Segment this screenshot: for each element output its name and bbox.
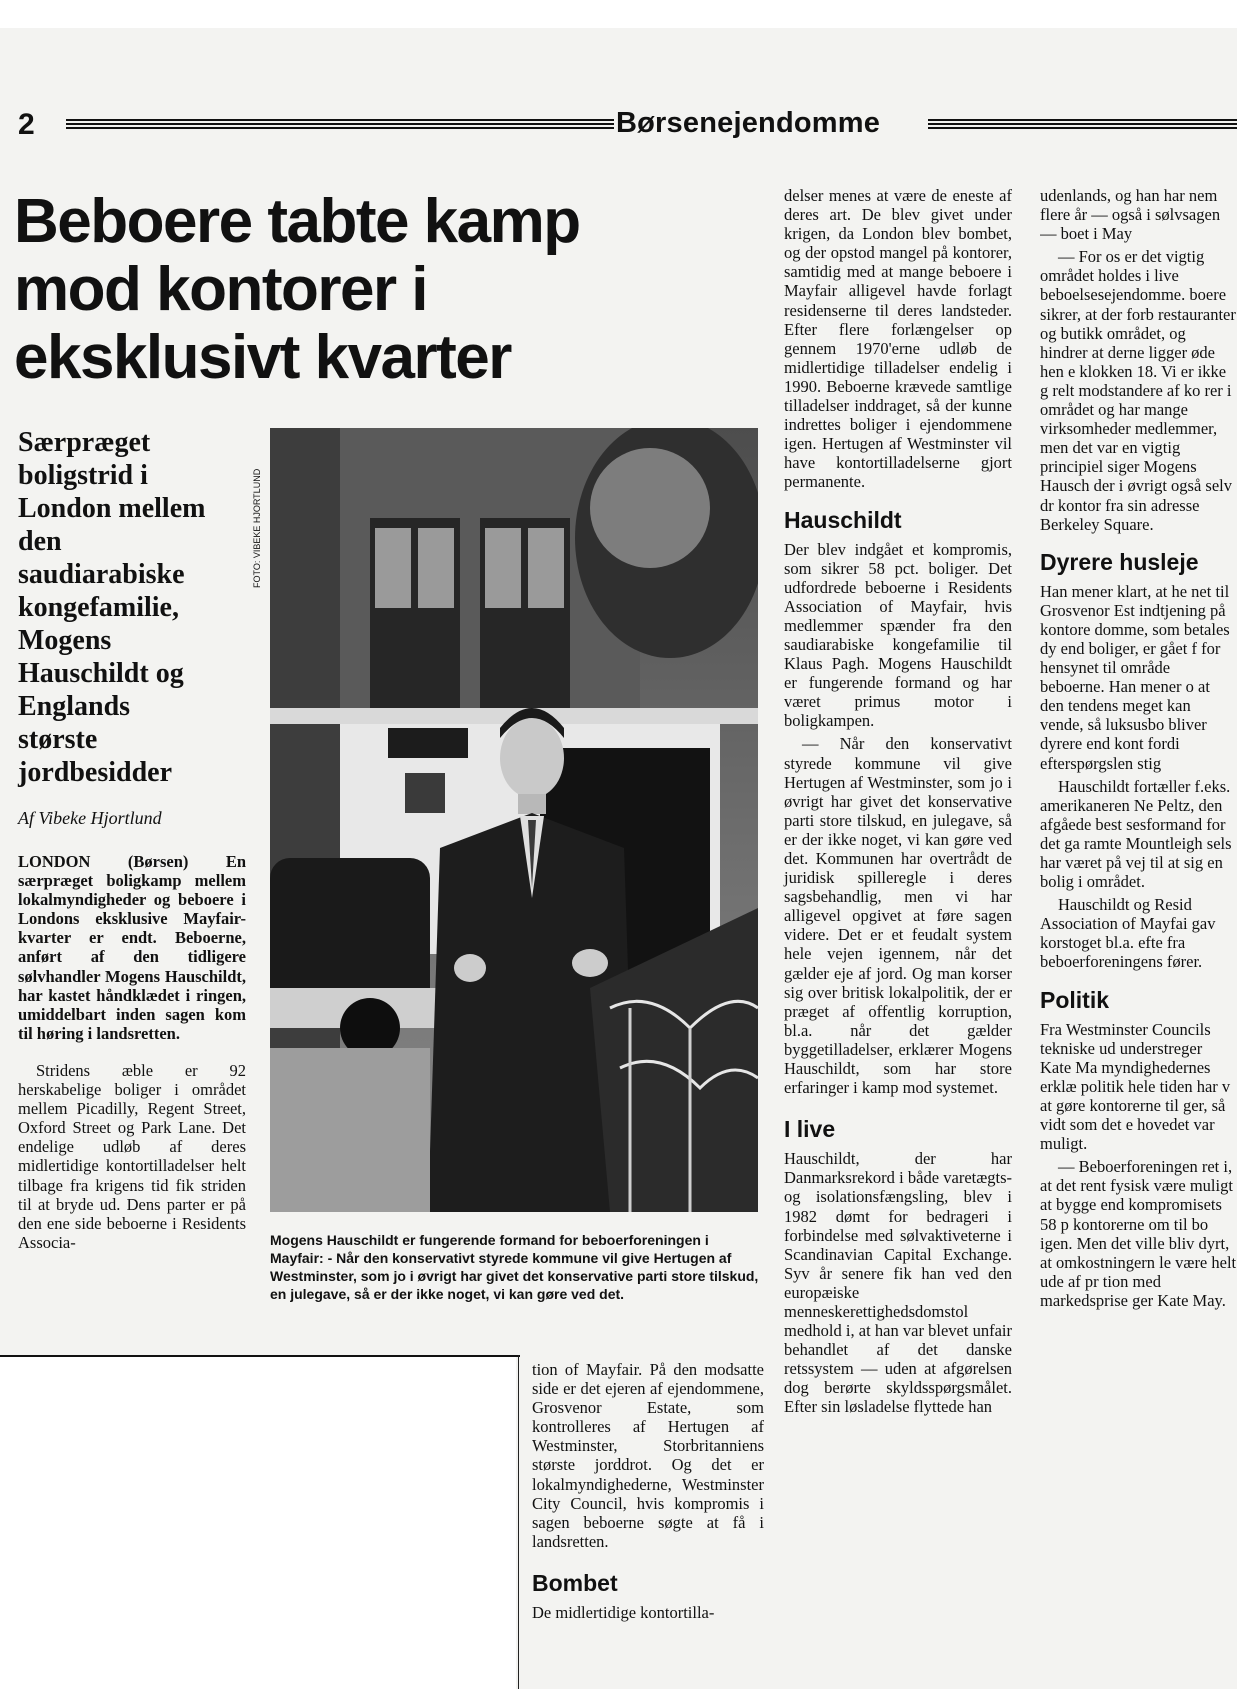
photo-credit: FOTO: VIBEKE HJORTLUND [252,468,262,588]
column-divider [0,1355,520,1357]
body-paragraph: Hauschildt og Resid Association of Mayfai gav korstoget bl.a. efte fra beboerforeningens fører. [1040,895,1216,972]
header-rule-right [928,119,1237,129]
deck-line: kongefamilie, [18,592,179,623]
column-divider [518,1355,519,1689]
body-paragraph: — Når den konservativt styrede kommune vil give Hertugen af Westminster, som jo i øvrigt har givet det konservative parti store tilskud, en julegave, så er der ikke noget, vi kan gøre ved det. Kommunen har overtrådt de juridisk spilleregle i deres sagsbehandlig, men vi har alligevel opgivet at føre sagen videre. Det er et feudalt system hele vejen igennem, når det gælder eje af jord. Og man korser sig over britisk lokalpolitik, der er præget af offentlig korruption, bl.a. når det gælder byggetilladelser, erklærer Mogens Hauschildt, som har store erfaringer i kamp mod systemet. [784,734,1012,1098]
deck-line: Englands [18,691,131,722]
deck-line: Hauschildt og [18,658,184,689]
photo-mogens-hauschildt [270,428,758,1212]
deck-line: London mellem [18,493,206,524]
body-paragraph: udenlands, og han har nem flere år — også i sølvsagen — boet i May [1040,186,1221,244]
subheading: Politik [1040,986,1110,1013]
deck-line: største [18,724,98,755]
photo-image [270,428,758,1212]
column-3 [1040,186,1237,1310]
deck-line: saudiarabiske [18,559,185,590]
body-paragraph: Stridens æble er 92 herskabelige boliger i området mellem Picadilly, Regent Street, Oxford Street og Park Lane. Det endelige udløb af deres midlertidige kontortilladelser helt tilbage fra krigens tid fik striden til at bryde ud. Dens parter er på den ene side beboerne i Residents Associa- [18,1060,246,1252]
deck-line: Særpræget [18,427,151,458]
body-paragraph: — Beboerforeningen ret i, at det rent fysisk være muligt at bygge end kompromisets 58 p kontorerne om til bo igen. Men det ville bliv dyrt, at omkostningern le være helt ude af pr tion med markedsprise ger Kate May. [1040,1157,1237,1310]
photo-caption: Mogens Hauschildt er fungerende formand for beboerforeningen i Mayfair: - Når den konservativt styrede kommune vil give Hertugen af Westminster, som jo i øvrigt har givet det konservative parti store tilskud, en julegave, så er der ikke noget, vi kan gøre ved det. [270,1232,759,1302]
body-paragraph: Der blev indgået et kompromis, som sikrer 58 pct. boliger. Det udfordrede beboerne i Residents Association of Mayfair, hvis medlemmer spænder fra den saudiarabiske kongefamilie til Klaus Pagh. Mogens Hauschildt er fungerende formand og har været primus motor i boligkampen. [784,539,1012,731]
page-number: 2 [18,108,35,141]
column-2 [784,186,1012,1417]
lead-paragraph: LONDON (Børsen) En særpræget boligkamp mellem lokalmyndigheder og beboere i Londons eksklusive Mayfair-kvarter er endt. Beboerne, anført af den tidligere sølvhandler Mogens Hauschildt, har kastet håndklædet i ringen, umiddelbart inden sagen kom til høring i landsretten. [18,852,246,1043]
subheading: Hauschildt [784,506,902,533]
headline-line: Beboere tabte kamp [14,187,580,256]
body-paragraph: — For os er det vigtig området holdes i live beboelsesejendomme. boere sikrer, at der forb restauranter og butikk området, og hindrer at derne ligger øde hen e klokken 18. Vi er ikke g relt modstandere af ko rer i området og har mange virksomheder medlemmer, men det var en vigtig principiel siger Mogens Hausch der i øvrigt også selv dr kontor fra sin adresse Berkeley Square. [1040,247,1236,534]
deck-line: Mogens [18,625,112,656]
body-paragraph: Fra Westminster Councils tekniske ud understreger Kate Ma myndighedernes erklæ politik hele tiden har v at gøre kontorerne til ger, så vidt som det e hovedet var muligt. [1040,1019,1231,1154]
byline: Af Vibeke Hjortlund [18,808,162,828]
headline-line: mod kontorer i [14,255,428,324]
body-paragraph: Hauschildt, der har Danmarksrekord i både varetægts- og isolationsfængsling, blev i 1982 dømt for bedrageri i forbindelse med sølvaktiveterne i Scandinavian Capital Exchange. Syv år senere fik han ved den europæiske menneskerettighedsdomstol medhold i, at han var blevet unfair behandlet af det danske retssystem — uden at afgørelsen dog berørte skyldsspørgsmålet. Efter sin løsladelse flyttede han [784,1149,1012,1417]
torn-corner [0,1357,516,1689]
deck-line: boligstrid i [18,460,148,491]
body-paragraph: delser menes at være de eneste af deres art. De blev givet under krigen, da London blev bombet, og der opstod mangel på kontorer, samtidig med at mange beboere i Mayfair alligevel havde forlagt residenserne til deres landsteder. Efter flere forlængelser op gennem 1970'erne udløb de midlertidige tilladelser endelig i 1990. Beboerne krævede samtlige tilladelser inddraget, så der kunne indrettes boliger i ejendommene igen. Hertugen af Westminster vil have kontortilladelserne gjort permanente. [784,186,1012,492]
headline [14,188,784,392]
subheading: Bombet [532,1569,618,1596]
body-paragraph: Han mener klart, at he net til Grosvenor Est indtjening på kontore domme, som betales dy end boliger, er gået f for hensynet til område beboerne. Han mener o at den tendens meget kan vende, så luksusbo bliver dyrere end kont fordi efterspørgslen stig [1040,581,1230,773]
subheading: Dyrere husleje [1040,548,1199,575]
column-1 [18,852,246,1252]
column-1-continued [532,1360,764,1622]
subheading: I live [784,1116,836,1143]
body-paragraph: Hauschildt fortæller f.eks. amerikaneren Ne Peltz, den afgåede best sesformand for det ga ramte Mountleigh sels har været på vej til at sig en bolig i området. [1040,776,1232,892]
header-rule-left [66,119,614,129]
deck-line: jordbesidder [18,757,172,788]
body-paragraph: De midlertidige kontortilla- [532,1602,715,1622]
deck-line: den [18,526,62,557]
headline-line: eksklusivt kvarter [14,323,511,392]
deck [18,426,248,789]
section-title: Børsenejendomme [616,107,881,139]
body-paragraph: tion of Mayfair. På den modsatte side er det ejeren af ejendommene, Grosvenor Estate, som kontrolleres af Hertugen af Westminster, Storbritanniens største jorddrot. Og det er lokalmyndighederne, Westminster City Council, hvis kompromis i sagen beboerne søgte at få i landsretten. [532,1360,764,1551]
